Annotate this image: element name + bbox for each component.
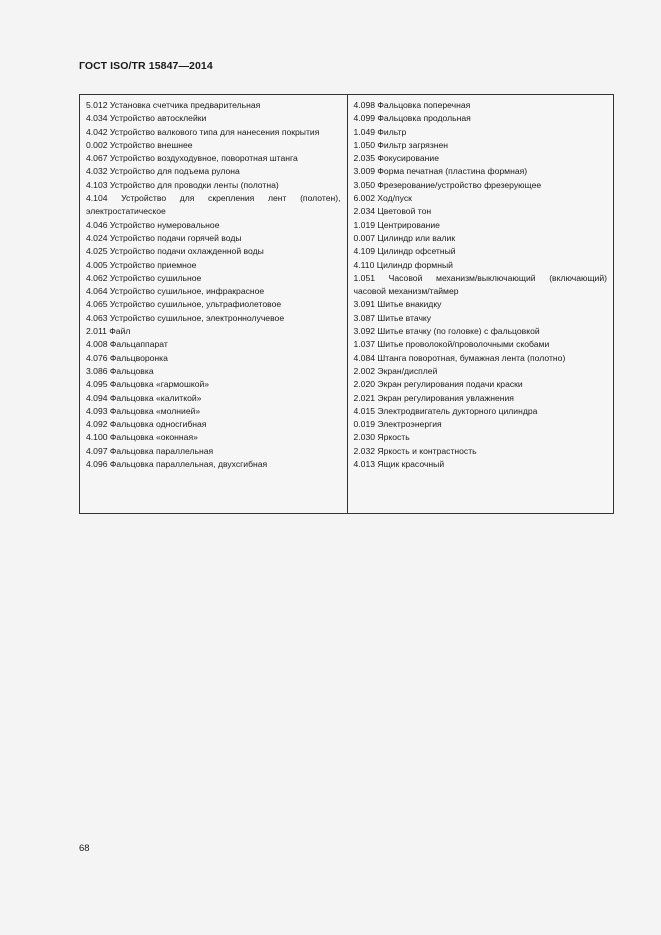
index-entry: 4.094 Фальцовка «калиткой»: [86, 392, 202, 403]
index-entry: 4.104 Устройство для скрепления лент (полотен), электростатическое: [86, 193, 341, 217]
index-column-right: [348, 95, 614, 513]
index-entry: 2.030 Яркость: [353, 432, 410, 443]
index-entry: 4.032 Устройство для подъема рулона: [86, 166, 240, 177]
index-entry: 4.099 Фальцовка продольная: [353, 113, 471, 124]
index-entry: 5.012 Установка счетчика предварительная: [86, 100, 261, 110]
index-entry: 4.062 Устройство сушильное: [86, 272, 202, 283]
index-entry: 4.034 Устройство автосклейки: [86, 113, 207, 124]
index-entry: 3.087 Шитье втачку: [353, 312, 432, 323]
document-header: ГОСТ ISO/TR 15847—2014: [79, 60, 213, 72]
index-entry: 2.002 Экран/дисплей: [353, 365, 438, 376]
index-entry: 2.020 Экран регулирования подачи краски: [353, 379, 523, 390]
index-entry: 4.063 Устройство сушильное, электроннолучевое: [86, 312, 285, 323]
index-entry: 4.084 Штанга поворотная, бумажная лента (полотно): [353, 352, 566, 363]
index-entry: 3.086 Фальцовка: [86, 365, 154, 376]
index-entry: 4.098 Фальцовка поперечная: [353, 100, 471, 110]
index-entry: 4.005 Устройство приемное: [86, 259, 197, 270]
index-entry: 4.013 Ящик красочный: [353, 459, 445, 470]
page-number: 68: [79, 843, 90, 854]
index-entry: 3.092 Шитье втачку (по головке) с фальцовкой: [353, 326, 540, 337]
index-entry: 4.097 Фальцовка параллельная: [86, 445, 214, 456]
index-entry: 2.034 Цветовой тон: [353, 206, 432, 217]
index-column-left: [80, 95, 348, 513]
index-entry: 1.049 Фильтр: [353, 126, 407, 137]
index-entry: 4.103 Устройство для проводки ленты (полотна): [86, 179, 279, 190]
index-entry: 6.002 Ход/пуск: [353, 193, 412, 204]
index-entry: 1.037 Шитье проволокой/проволочными скобами: [353, 339, 550, 350]
index-entry: 3.050 Фрезерование/устройство фрезерующее: [353, 179, 542, 190]
index-entry: 4.096 Фальцовка параллельная, двухсгибная: [86, 459, 268, 470]
index-entry: 1.019 Центрирование: [353, 219, 440, 230]
index-entry: 0.007 Цилиндр или валик: [353, 232, 456, 243]
index-entry: 2.021 Экран регулирования увлажнения: [353, 392, 514, 403]
index-entry: 4.110 Цилиндр формный: [353, 259, 453, 270]
index-entry: 2.032 Яркость и контрастность: [353, 445, 477, 456]
index-entry: 4.067 Устройство воздуходувное, поворотная штанга: [86, 153, 298, 164]
index-entry: 4.109 Цилиндр офсетный: [353, 246, 456, 257]
index-entry: 4.092 Фальцовка односгибная: [86, 419, 207, 430]
index-entry: 1.050 Фильтр загрязнен: [353, 139, 449, 150]
index-entry: 2.035 Фокусирование: [353, 153, 439, 164]
index-entry: 4.024 Устройство подачи горячей воды: [86, 232, 242, 243]
index-entry: 4.100 Фальцовка «оконная»: [86, 432, 198, 443]
index-entry: 4.095 Фальцовка «гармошкой»: [86, 379, 210, 390]
index-entry: 1.051 Часовой механизм/выключающий (включающий) часовой механизм/таймер: [353, 272, 607, 297]
index-entry: 4.076 Фальцворонка: [86, 352, 168, 363]
index-table: [79, 94, 614, 514]
index-entry: 4.025 Устройство подачи охлажденной воды: [86, 246, 264, 257]
index-entry: 3.091 Шитье внакидку: [353, 299, 442, 310]
index-entry: 4.015 Электродвигатель дукторного цилиндра: [353, 405, 538, 416]
index-entry: 4.046 Устройство нумеровальное: [86, 219, 220, 230]
index-entry: 0.019 Электроэнергия: [353, 419, 442, 430]
index-entry: 3.009 Форма печатная (пластина формная): [353, 166, 528, 177]
index-entry: 4.065 Устройство сушильное, ультрафиолетовое: [86, 299, 282, 310]
index-entry: 4.008 Фальцаппарат: [86, 339, 168, 350]
index-entry: 2.011 Файл: [86, 326, 131, 337]
index-entry: 4.042 Устройство валкового типа для нанесения покрытия: [86, 126, 320, 137]
index-entry: 4.093 Фальцовка «молнией»: [86, 405, 201, 416]
index-entry: 4.064 Устройство сушильное, инфракрасное: [86, 286, 265, 297]
index-entry: 0.002 Устройство внешнее: [86, 139, 193, 150]
